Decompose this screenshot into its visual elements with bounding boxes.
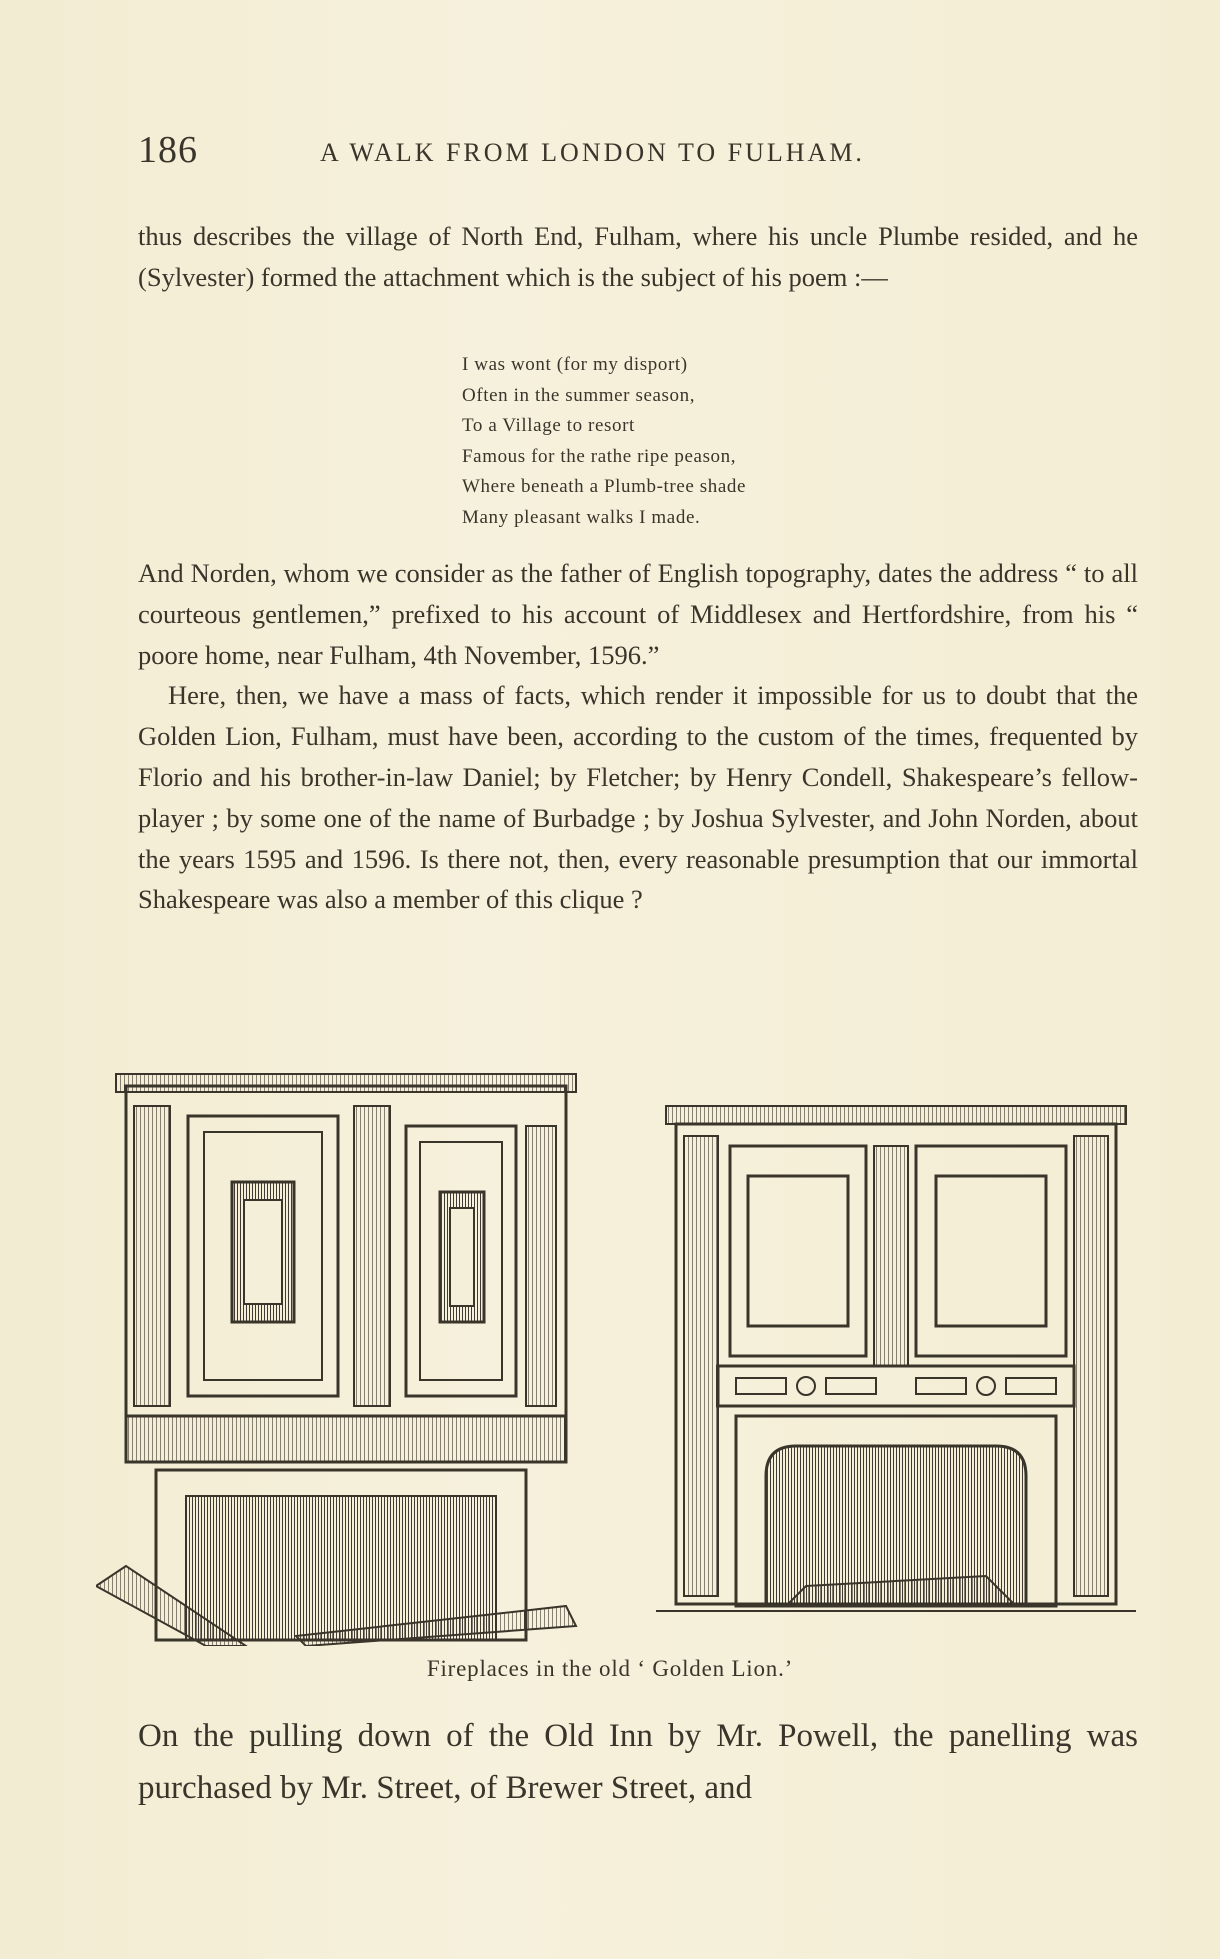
page-header [138,128,1148,171]
verse-line: Many pleasant walks I made. [462,506,701,528]
fireplace-illustrations [96,1066,1146,1646]
right-fireplace-illustration [656,1066,1146,1646]
running-title: A WALK FROM LONDON TO FULHAM. [320,138,865,167]
verse-line: I was wont (for my disport) [462,354,688,375]
norden-paragraph: And Norden, whom we consider as the father of English topography, dates the address “ to all courteous gentlemen,” prefixed to his account of Middlesex and Hertfordshire, from his “ poore home, near Fulham, 4th November, 1596.” [138,558,1138,670]
page-number: 186 [138,129,198,171]
verse-line: To a Village to resort [462,415,635,436]
verse-line: Often in the summer season, [462,384,696,406]
intro-paragraph: thus describes the village of North End, Fulham, where his uncle Plumbe resided, and he (Sylvester) formed the attachment which is the subject of his poem :— [138,221,1138,292]
figure-caption: Fireplaces in the old ‘ Golden Lion.’ [426,1656,794,1681]
left-fireplace-illustration [96,1066,616,1646]
closing-paragraph: On the pulling down of the Old Inn by Mr. Powell, the panelling was purchased by Mr. Street, of Brewer Street, and [138,1718,1138,1806]
intro-paragraph-block [138,216,1138,298]
verse-line: Where beneath a Plumb-tree shade [462,476,747,497]
norden-paragraph-block [138,553,1138,920]
verse-line: Famous for the rathe ripe peason, [462,445,737,467]
facts-paragraph: Here, then, we have a mass of facts, which render it impossible for us to doubt that the Golden Lion, Fulham, must have been, according to the custom of the times, frequented by Florio and his brother-in-law Daniel; by Fletcher; by Henry Condell, Shakespeare’s fellow-player ; by some one of the name of Burbadge ; by Joshua Sylvester, and John Norden, about the years 1595 and 1596. Is there not, then, every reasonable presumption that our immortal Shakespeare was also a member of this clique ? [138,680,1138,915]
poem-excerpt [462,350,982,533]
closing-paragraph-block [138,1710,1138,1814]
